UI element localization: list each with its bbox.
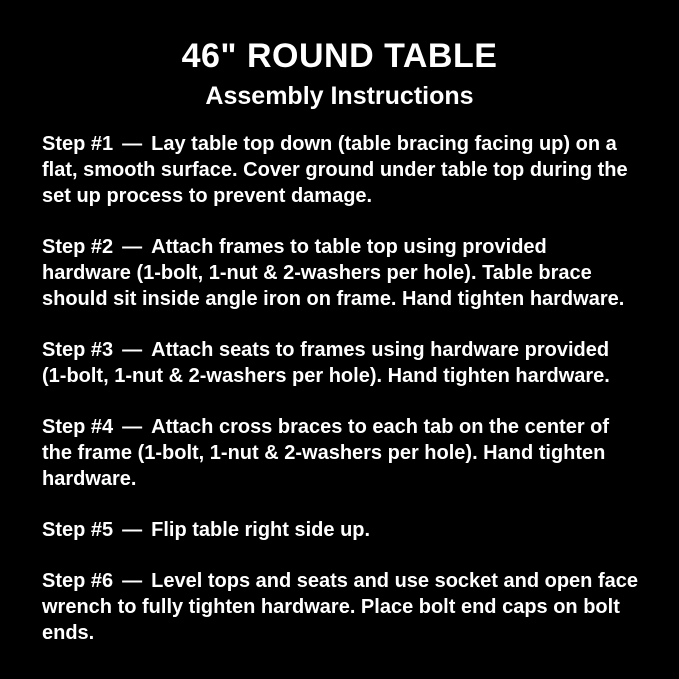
- step-1-label: Step #1: [42, 133, 114, 156]
- step-2: [42, 234, 639, 312]
- step-2-text: Attach frames to table top using provided hardware (1-bolt, 1-nut & 2-washers per hole). Table brace should sit inside angle iron on frame. Hand tighten hardware.: [42, 236, 625, 311]
- step-5-dash: —: [122, 519, 143, 542]
- steps-list: [0, 111, 679, 646]
- step-4: [42, 414, 639, 492]
- step-6: [42, 568, 639, 646]
- step-6-label: Step #6: [42, 570, 114, 593]
- step-5-label: Step #5: [42, 519, 114, 542]
- step-4-text: Attach cross braces to each tab on the center of the frame (1-bolt, 1-nut & 2-washers per hole). Hand tighten hardware.: [42, 416, 610, 491]
- step-1-dash: —: [122, 133, 143, 156]
- step-3-dash: —: [122, 339, 143, 362]
- step-4-label: Step #4: [42, 416, 114, 439]
- step-3-label: Step #3: [42, 339, 114, 362]
- step-3-text: Attach seats to frames using hardware provided (1-bolt, 1-nut & 2-washers per hole). Hand tighten hardware.: [42, 339, 610, 388]
- step-2-dash: —: [122, 236, 143, 259]
- step-6-dash: —: [122, 570, 143, 593]
- step-4-dash: —: [122, 416, 143, 439]
- step-5-text: Flip table right side up.: [151, 519, 371, 542]
- header: [0, 0, 679, 111]
- step-5: [42, 517, 639, 543]
- page-subtitle: Assembly Instructions: [205, 82, 474, 111]
- step-1: [42, 131, 639, 209]
- page-title: 46" ROUND TABLE: [181, 37, 498, 75]
- step-6-text: Level tops and seats and use socket and open face wrench to fully tighten hardware. Place bolt end caps on bolt ends.: [42, 570, 638, 645]
- step-1-text: Lay table top down (table bracing facing up) on a flat, smooth surface. Cover ground under table top during the set up process to prevent damage.: [42, 133, 628, 208]
- step-3: [42, 337, 639, 389]
- step-2-label: Step #2: [42, 236, 114, 259]
